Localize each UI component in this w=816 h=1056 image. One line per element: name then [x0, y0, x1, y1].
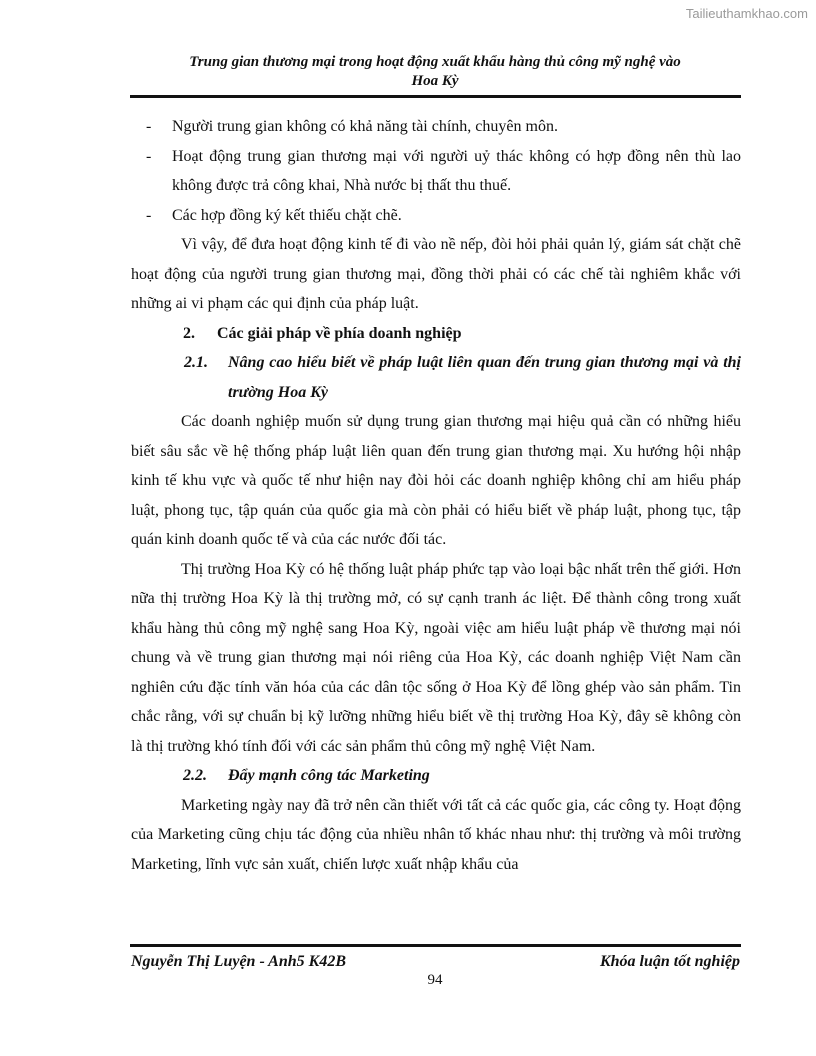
page-header-title [130, 53, 740, 91]
subsection-heading [131, 761, 741, 791]
subsection-title: Nâng cao hiểu biết về pháp luật liên quan đến trung gian thương mại và thị trường Hoa Kỳ [228, 354, 741, 401]
section-heading [131, 319, 741, 349]
bullet-text: Hoạt động trung gian thương mại với người uỷ thác không có hợp đồng nên thù lao không được trả công khai, Nhà nước bị thất thu thuế. [172, 147, 741, 194]
paragraph: Các doanh nghiệp muốn sử dụng trung gian thương mại hiệu quả cần có những hiểu biết sâu sắc về hệ thống pháp luật liên quan đến trung gian thương mại. Xu hướng hội nhập kinh tế khu vực và quốc tế như hiện nay đòi hỏi các doanh nghiệp không chỉ am hiểu pháp luật, phong tục, tập quán của quốc gia mà còn phải có hiểu biết về pháp luật, phong tục, tập quán kinh doanh quốc tế và của các nước đối tác. [131, 413, 741, 548]
bullet-dash: - [146, 118, 152, 135]
paragraph: Vì vậy, để đưa hoạt động kinh tế đi vào nề nếp, đòi hỏi phải quản lý, giám sát chặt chẽ hoạt động của người trung gian thương mại, đồng thời phải có các chế tài nghiêm khắc với những ai vi phạm các qui định của pháp luật. [131, 236, 741, 312]
section-title: Các giải pháp về phía doanh nghiệp [217, 324, 462, 342]
watermark: Tailieuthamkhao.com [685, 6, 808, 21]
bullet-text: Người trung gian không có khả năng tài chính, chuyên môn. [172, 118, 558, 135]
paragraph: Marketing ngày nay đã trở nên cần thiết với tất cả các quốc gia, các công ty. Hoạt động của Marketing cũng chịu tác động của nhiều nhân tố khác nhau như: thị trường và môi trường Marketing, lĩnh vực sản xuất, chiến lược xuất nhập khẩu của [131, 796, 741, 873]
footer-author: Nguyễn Thị Luyện - Anh5 K42B [131, 953, 346, 970]
page-number: 94 [427, 972, 443, 988]
bullet-dash: - [146, 147, 152, 165]
subsection-number: 2.2. [183, 767, 207, 784]
bullet-item [131, 112, 741, 142]
header-title-line-1: Trung gian thương mại trong hoạt động xuất khẩu hàng thủ công mỹ nghệ vào [189, 54, 681, 70]
subsection-heading [131, 348, 741, 407]
footer-doc-type: Khóa luận tốt nghiệp [599, 953, 740, 970]
subsection-number: 2.1. [184, 354, 208, 371]
footer-divider [130, 944, 741, 947]
header-title-line-2: Hoa Kỳ [411, 73, 459, 89]
bullet-text: Các hợp đồng ký kết thiếu chặt chẽ. [172, 206, 402, 224]
paragraph: Thị trường Hoa Kỳ có hệ thống luật pháp phức tạp vào loại bậc nhất trên thế giới. Hơn nữa thị trường Hoa Kỳ là thị trường mở, có sự cạnh tranh ác liệt. Để thành công trong xuất khẩu hàng thủ công mỹ nghệ sang Hoa Kỳ, ngoài việc am hiểu luật pháp về thương mại nói chung và về trung gian thương mại nói riêng của Hoa Kỳ, các doanh nghiệp Việt Nam cần nghiên cứu đặc tính văn hóa của các dân tộc sống ở Hoa Kỳ để lồng ghép vào sản phẩm. Tin chắc rằng, với sự chuẩn bị kỹ lưỡng những hiểu biết về thị trường Hoa Kỳ, đây sẽ không còn là thị trường khó tính đối với các sản phẩm thủ công mỹ nghệ Việt Nam. [131, 560, 741, 755]
subsection-title: Đẩy mạnh công tác Marketing [228, 767, 430, 784]
document-body [131, 112, 741, 879]
bullet-item [131, 142, 741, 201]
bullet-item [131, 201, 741, 231]
header-divider [130, 95, 741, 98]
section-number: 2. [183, 324, 195, 342]
bullet-dash: - [146, 206, 152, 224]
